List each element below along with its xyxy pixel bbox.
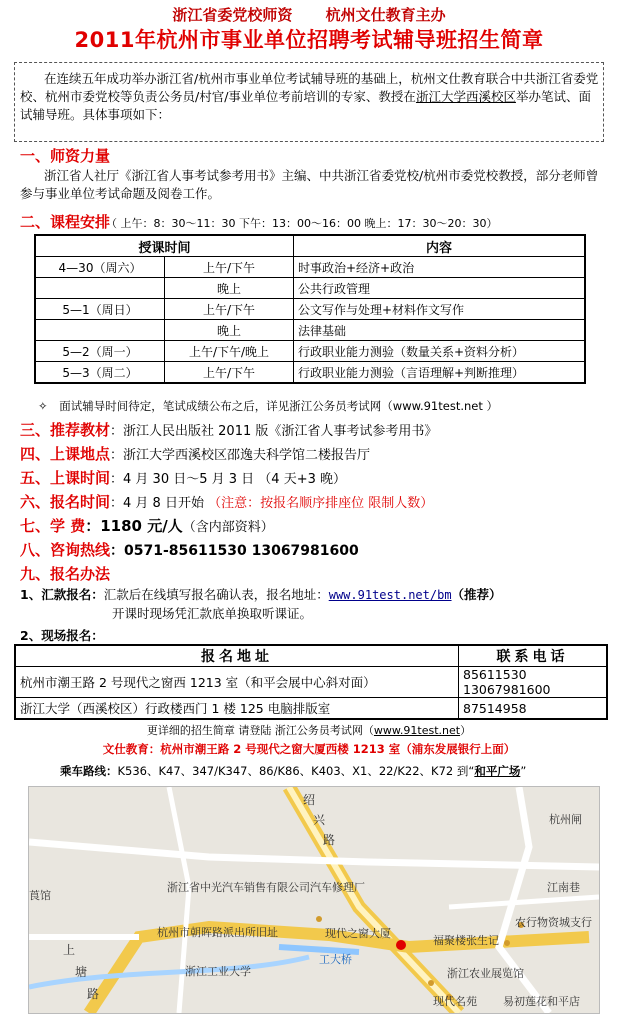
map-label: 兴: [313, 813, 326, 827]
remit-label: 1、汇款报名：: [20, 587, 104, 602]
map-label: 绍: [303, 793, 316, 807]
hotline-numbers: ：0571-85611530 13067981600: [110, 543, 359, 559]
note-bullet-icon: ✧: [38, 399, 48, 413]
section-7-heading: 七、学 费: [20, 517, 86, 535]
section-4-heading: 四、上课地点: [20, 445, 111, 463]
map-label: 上: [63, 943, 76, 957]
section-4: [20, 443, 370, 464]
section-8-heading: 八、咨询热线: [20, 541, 111, 559]
section-7: [20, 515, 274, 536]
section-1-text: 浙江省人社厅《浙江省人事考试参考用书》主编、中共浙江省委党校/杭州市委党校教授，部分老师曾参与事业单位考试命题及阅卷工作。: [20, 168, 599, 201]
section-5-heading: 五、上课时间: [20, 469, 111, 487]
section-3-text: ：浙江人民出版社 2011 版《浙江省人事考试参考用书》: [110, 424, 438, 439]
map-label: 浙江农业展览馆: [447, 967, 524, 980]
bus-end: ”: [520, 764, 527, 778]
intro-text-end: 举办笔试、面试辅导班。具体事项如下：: [20, 89, 591, 122]
map-label: 现代之窗大厦: [325, 927, 391, 940]
intro-paragraph: [20, 70, 600, 124]
row-content: 公共行政管理: [294, 278, 586, 299]
table-row: [35, 341, 585, 362]
more-info: [0, 722, 618, 738]
bus-stop: 和平广场: [474, 764, 521, 778]
interview-note: [38, 398, 498, 414]
map-label: 工大桥: [319, 953, 352, 966]
section-5: [20, 467, 346, 488]
table-row: [35, 257, 585, 278]
location-address: 杭州市潮王路 2 号现代之窗西 1213 室（和平会展中心斜对面）: [15, 667, 459, 698]
row-date: 5—1（周日）: [35, 299, 165, 320]
row-slot: 上午/下午: [165, 299, 294, 320]
schedule-table: [34, 234, 586, 384]
table-row: [35, 299, 585, 320]
col-address-header: 报名地址: [15, 645, 459, 667]
row-content: 行政职业能力测验（数量关系+资料分析）: [294, 341, 586, 362]
organizer-1: 浙江省委党校师资: [172, 6, 293, 24]
row-date: [35, 278, 165, 299]
site-link[interactable]: www.91test.net: [373, 724, 461, 737]
location-address: 浙江大学（西溪校区）行政楼西门 1 楼 125 电脑排版室: [15, 698, 459, 720]
section-3-heading: 三、推荐教材: [20, 421, 111, 439]
map-label: 莨馆: [29, 889, 51, 902]
bus-lines: K536、K47、347/K347、86/K86、K403、X1、22/K22、K72 到“: [117, 764, 475, 778]
col-time-header: 授课时间: [35, 235, 294, 257]
note-text: 面试辅导时间待定，笔试成绩公布之后，详见浙江公务员考试网（www.91test.net ）: [59, 399, 499, 413]
table-row: [35, 320, 585, 341]
remit-registration: [20, 585, 502, 603]
map-label: 江南巷: [547, 881, 580, 894]
section-9-heading: 九、报名办法: [20, 565, 111, 583]
row-date: 5—2（周一）: [35, 341, 165, 362]
table-row: [15, 667, 607, 698]
recommend-tag: （推荐）: [451, 587, 502, 602]
locations-table: [14, 644, 608, 720]
map-label: 易初莲花和平店: [503, 995, 580, 1008]
map-label: 塘: [75, 965, 88, 979]
row-date: 5—3（周二）: [35, 362, 165, 384]
row-content: 公文写作与处理+材料作文写作: [294, 299, 586, 320]
map-label: 现代名苑: [433, 995, 477, 1008]
row-content: 时事政治+经济+政治: [294, 257, 586, 278]
remit-line2: 开课时现场凭汇款底单换取听课证。: [112, 606, 313, 621]
tuition-price: ：1180 元/人: [85, 517, 183, 535]
row-slot: 晚上: [165, 320, 294, 341]
section-6-heading: 六、报名时间: [20, 493, 111, 511]
table-row: [35, 278, 585, 299]
section-6-note: （注意：按报名顺序排座位 限制人数）: [208, 496, 434, 511]
map-label: 福聚楼张生记: [433, 934, 499, 947]
row-slot: 上午/下午/晚上: [165, 341, 294, 362]
venue-underlined: 浙江大学西溪校区: [415, 89, 516, 104]
bus-routes: [60, 763, 526, 779]
section-1-heading: 一、师资力量: [20, 147, 111, 165]
map-label: 农行物资城支行: [515, 916, 592, 929]
section-5-text: ：4 月 30 日～5 月 3 日 （4 天+3 晚）: [110, 472, 346, 487]
office-address: 文仕教育：杭州市潮王路 2 号现代之窗大厦西楼 1213 室（浦东发展银行上面）: [102, 742, 516, 756]
map-label: 杭州闸: [549, 813, 582, 826]
more-info-text: 更详细的招生简章 请登陆 浙江公务员考试网（: [146, 724, 374, 737]
location-map[interactable]: [28, 786, 600, 1014]
map-label: 杭州市朝晖路派出所旧址: [157, 926, 278, 939]
col-content-header: 内容: [294, 235, 586, 257]
more-info-end: ）: [460, 724, 472, 737]
map-label: 路: [323, 833, 336, 847]
register-link[interactable]: www.91test.net/bm: [328, 588, 452, 602]
col-phone-header: 联系电话: [459, 645, 608, 667]
table-row: [35, 362, 585, 384]
map-label: 浙江工业大学: [185, 965, 251, 978]
tuition-extra: （含内部资料）: [182, 520, 274, 535]
organizers: [0, 4, 618, 25]
section-8: [20, 539, 359, 560]
section-6: [20, 491, 433, 512]
row-slot: 上午/下午: [165, 257, 294, 278]
map-label: 浙江省中光汽车销售有限公司汽车修理厂: [167, 881, 365, 894]
section-2-heading: 二、课程安排: [20, 213, 111, 231]
map-label: 路: [87, 987, 100, 1001]
remit-text: 汇款后在线填写报名确认表，报名地址：: [103, 587, 329, 602]
class-times: （ 上午：8：30～11：30 下午：13：00～16：00 晚上：17：30～20：30）: [106, 217, 498, 230]
onsite-label: 2、现场报名：: [20, 628, 104, 643]
organizer-2: 杭州文仕教育主办: [325, 6, 446, 24]
intro-text: 在连续五年成功举办浙江省/杭州市事业单位考试辅导班的基础上，杭州文仕教育联合中共浙江省委党校、杭州市委党校等负责公务员/村官/事业单位考前培训的专家、教授在: [20, 71, 599, 104]
row-content: 行政职业能力测验（言语理解+判断推理）: [294, 362, 586, 384]
location-phone: 87514958: [459, 698, 608, 720]
location-marker-icon: [396, 940, 406, 950]
row-slot: 晚上: [165, 278, 294, 299]
row-content: 法律基础: [294, 320, 586, 341]
section-3: [20, 419, 437, 440]
location-phone: 85611530 13067981600: [459, 667, 608, 698]
section-4-text: ：浙江大学西溪校区邵逸夫科学馆二楼报告厅: [110, 448, 371, 463]
bus-label: 乘车路线：: [60, 764, 118, 778]
section-6-text: ：4 月 8 日开始: [110, 496, 209, 511]
page-title: 2011年杭州市事业单位招聘考试辅导班招生简章: [74, 28, 544, 52]
row-date: 4—30（周六）: [35, 257, 165, 278]
table-row: [15, 698, 607, 720]
row-date: [35, 320, 165, 341]
row-slot: 上午/下午: [165, 362, 294, 384]
